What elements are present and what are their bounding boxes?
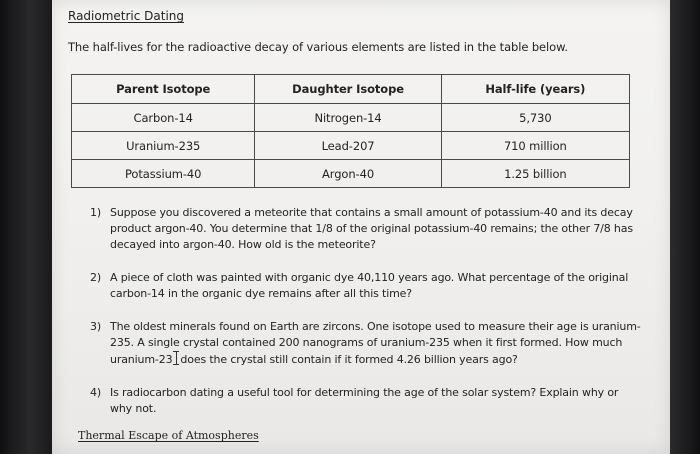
cell-parent: Uranium-235 <box>72 132 255 160</box>
question-1 <box>90 205 635 253</box>
question-2 <box>90 270 635 302</box>
cell-daughter: Argon-40 <box>255 160 441 188</box>
header-daughter-isotope: Daughter Isotope <box>255 75 441 104</box>
question-line-end: does the crystal still contain if it formed 4.26 billion years ago? <box>180 353 518 366</box>
cell-parent: Carbon-14 <box>72 104 255 132</box>
question-text: Suppose you discovered a meteorite that contains a small amount of potassium-40 and its decay product argon-40. You determine that 1/8 of the original potassium-40 remains; the other 7/8 has decayed into argon-40. How old is the meteorite? <box>110 206 633 251</box>
cell-daughter: Nitrogen-14 <box>255 104 441 132</box>
cell-daughter: Lead-207 <box>255 132 441 160</box>
intro-text: The half-lives for the radioactive decay of various elements are listed in the table below. <box>68 40 568 54</box>
table-row <box>72 132 630 160</box>
table-header-row <box>72 75 630 104</box>
question-text <box>110 319 641 368</box>
question-line: 235. A single crystal contained 200 nanograms of uranium-235 when it first formed. How much <box>110 336 623 349</box>
document-title: Radiometric Dating <box>68 9 185 23</box>
cell-parent: Potassium-40 <box>72 160 255 188</box>
question-text: Is radiocarbon dating a useful tool for determining the age of the solar system? Explain why or why not. <box>110 386 619 415</box>
half-life-table <box>71 74 630 188</box>
cell-half-life: 1.25 billion <box>441 160 629 188</box>
question-number: 4) <box>90 386 101 399</box>
header-half-life: Half-life (years) <box>441 75 629 104</box>
question-4 <box>90 385 635 417</box>
cell-half-life: 710 million <box>441 132 629 160</box>
table-row <box>72 160 630 188</box>
question-number: 1) <box>90 206 101 219</box>
document-page <box>52 0 670 454</box>
table-row <box>72 104 630 132</box>
question-3 <box>90 319 641 368</box>
question-line <box>110 351 635 368</box>
question-line-start: uranium-23 <box>110 353 173 366</box>
header-parent-isotope: Parent Isotope <box>72 75 255 104</box>
question-number: 2) <box>90 271 101 284</box>
question-text: A piece of cloth was painted with organic dye 40,110 years ago. What percentage of the original carbon-14 in the organic dye remains after all this time? <box>110 271 629 300</box>
next-section-heading: Thermal Escape of Atmospheres <box>78 429 259 442</box>
cell-half-life: 5,730 <box>441 104 629 132</box>
question-line: The oldest minerals found on Earth are zircons. One isotope used to measure their age is uranium- <box>110 320 641 333</box>
text-cursor-icon <box>173 351 179 365</box>
question-number: 3) <box>90 320 101 333</box>
